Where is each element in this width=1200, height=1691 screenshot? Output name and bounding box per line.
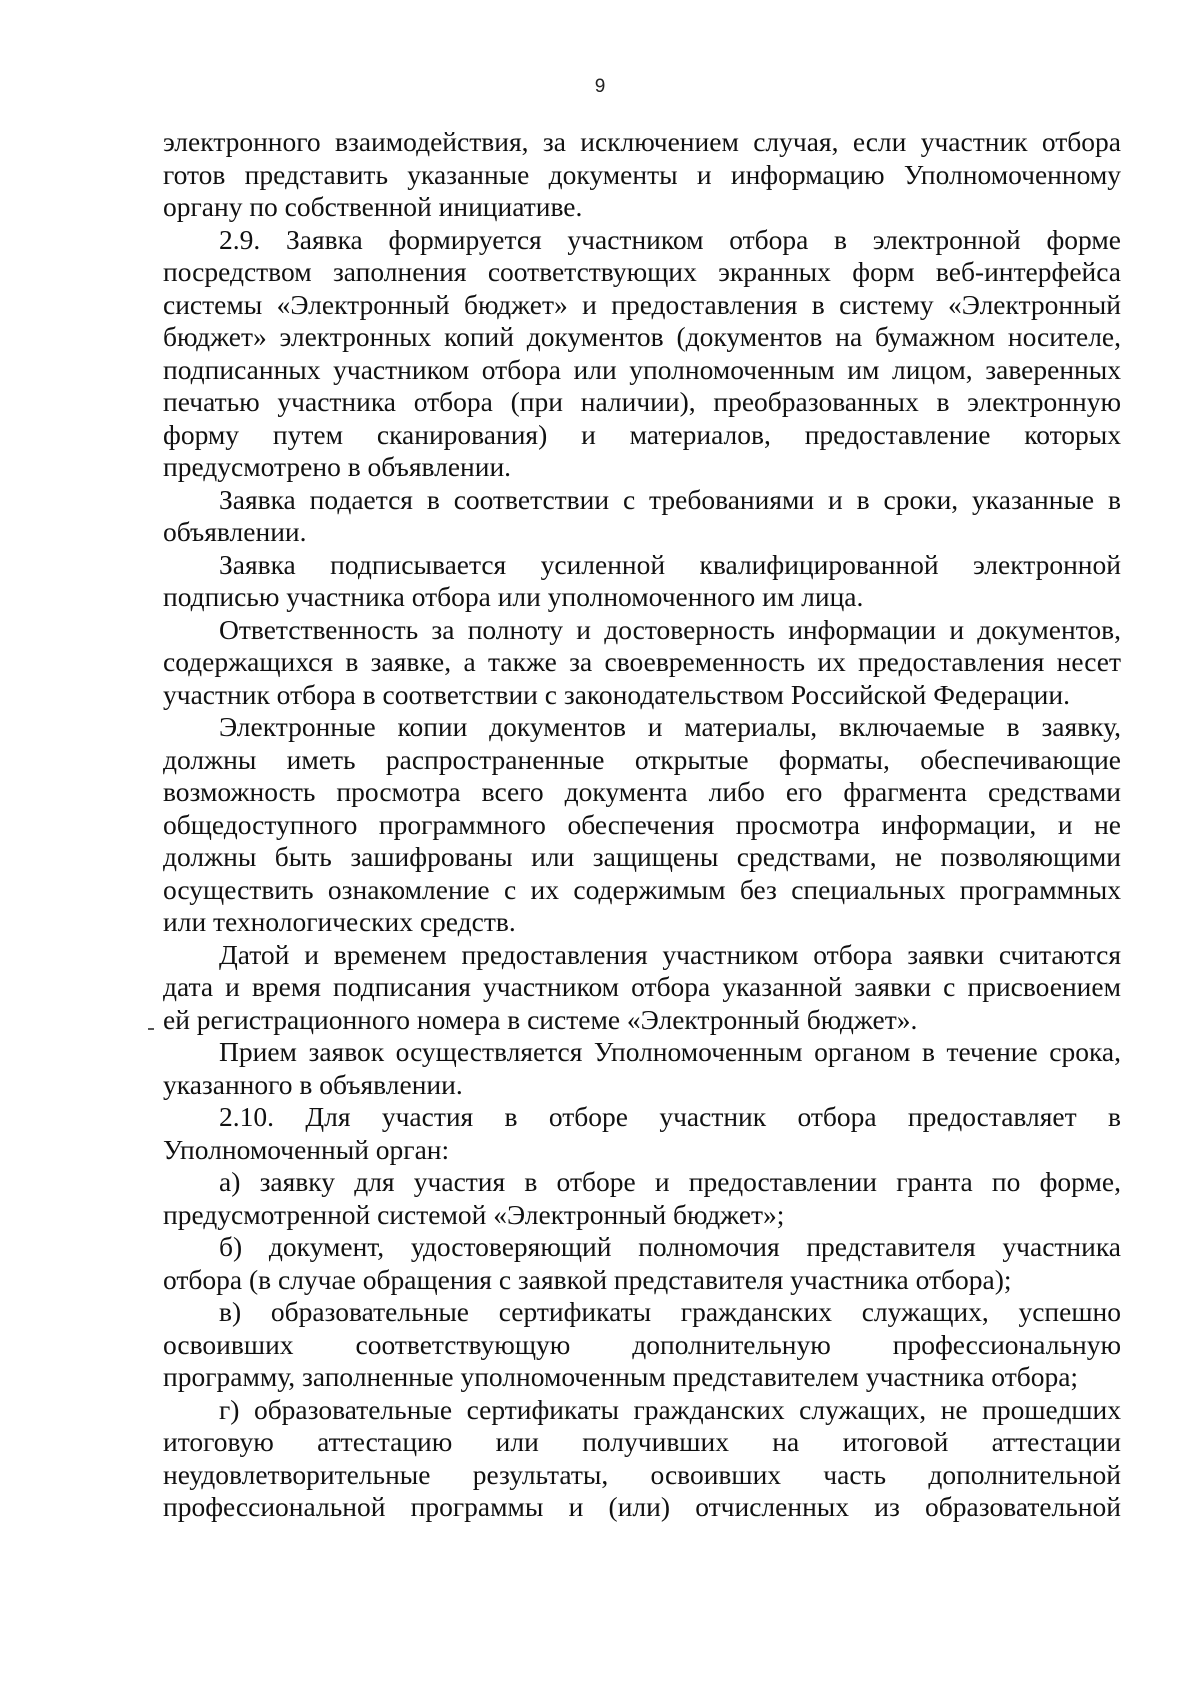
text-line: 2.10. Для участия в отборе участник отбора предоставляет в [219, 1101, 1121, 1132]
text-line: должны иметь распространенные открытые форматы, обеспечивающие [163, 743, 1121, 775]
text-line: а) заявку для участия в отборе и предоставлении гранта по форме, [219, 1166, 1121, 1197]
text-line: объявлении. [163, 516, 307, 547]
text-line: Прием заявок осуществляется Уполномоченным органом в течение срока, [219, 1036, 1121, 1067]
text-line: или технологических средств. [163, 906, 516, 937]
text-line: готов представить указанные документы и информацию Уполномоченному [163, 158, 1121, 190]
text-line: Заявка подписывается усиленной квалифицированной электронной [219, 548, 1121, 580]
text-line: Уполномоченный орган: [163, 1133, 450, 1165]
text-line: подписанных участником отбора или уполномоченным им лицом, заверенных [163, 353, 1121, 385]
text-line: 2.9. Заявка формируется участником отбора в электронной форме [219, 223, 1121, 255]
text-line: отбора (в случае обращения с заявкой представителя участника отбора); [163, 1263, 1012, 1295]
text-line: форму путем сканирования) и материалов, предоставление которых [163, 418, 1121, 450]
text-line: программу, заполненные уполномоченным представителем участника отбора; [163, 1361, 1079, 1392]
text-line: органу по собственной инициативе. [163, 191, 583, 222]
page-number: 9 [594, 76, 606, 97]
text-line: содержащихся в заявке, а также за своевременность их предоставления несет [163, 646, 1121, 677]
text-line: системы «Электронный бюджет» и предоставления в систему «Электронный [163, 288, 1121, 320]
text-line: итоговую аттестацию или получивших на итоговой аттестации [163, 1426, 1121, 1457]
text-line: должны быть зашифрованы или защищены средствами, не позволяющими [163, 841, 1121, 872]
text-line: подписью участника отбора или уполномоченного им лица. [163, 581, 864, 612]
text-line: г) образовательные сертификаты гражданских служащих, не прошедших [219, 1393, 1121, 1425]
text-line: ей регистрационного номера в системе «Электронный бюджет». [163, 1003, 918, 1035]
text-line: в) образовательные сертификаты гражданских служащих, успешно [219, 1296, 1121, 1327]
text-line: указанного в объявлении. [163, 1068, 463, 1100]
text-line: Датой и временем предоставления участником отбора заявки считаются [219, 938, 1121, 970]
text-line: профессиональной программы и (или) отчисленных из образовательной [163, 1491, 1121, 1522]
text-line: электронного взаимодействия, за исключением случая, если участник отбора [163, 126, 1121, 157]
text-line: Заявка подается в соответствии с требованиями и в сроки, указанные в [219, 483, 1121, 515]
text-line: посредством заполнения соответствующих экранных форм веб-интерфейса [163, 256, 1121, 287]
text-line: участник отбора в соответствии с законодательством Российской Федерации. [163, 678, 1070, 710]
text-line: предусмотрено в объявлении. [163, 451, 512, 482]
text-line: Ответственность за полноту и достоверность информации и документов, [219, 613, 1121, 645]
text-line: осуществить ознакомление с их содержимым без специальных программных [163, 873, 1121, 905]
text-line: печатью участника отбора (при наличии), преобразованных в электронную [163, 386, 1121, 417]
text-line: предусмотренной системой «Электронный бюджет»; [163, 1198, 785, 1230]
text-line: общедоступного программного обеспечения просмотра информации, и не [163, 808, 1121, 840]
document-body [163, 126, 1121, 1524]
text-line: б) документ, удостоверяющий полномочия представителя участника [219, 1231, 1121, 1262]
text-line: возможность просмотра всего документа либо его фрагмента средствами [163, 776, 1121, 807]
scan-artifact-mark [148, 1028, 154, 1030]
text-line: неудовлетворительные результаты, освоивших часть дополнительной [163, 1458, 1121, 1490]
text-line: бюджет» электронных копий документов (документов на бумажном носителе, [163, 321, 1121, 352]
text-line: освоивших соответствующую дополнительную профессиональную [163, 1328, 1121, 1360]
text-line: Электронные копии документов и материалы, включаемые в заявку, [219, 711, 1121, 742]
text-line: дата и время подписания участником отбора указанной заявки с присвоением [163, 971, 1121, 1002]
